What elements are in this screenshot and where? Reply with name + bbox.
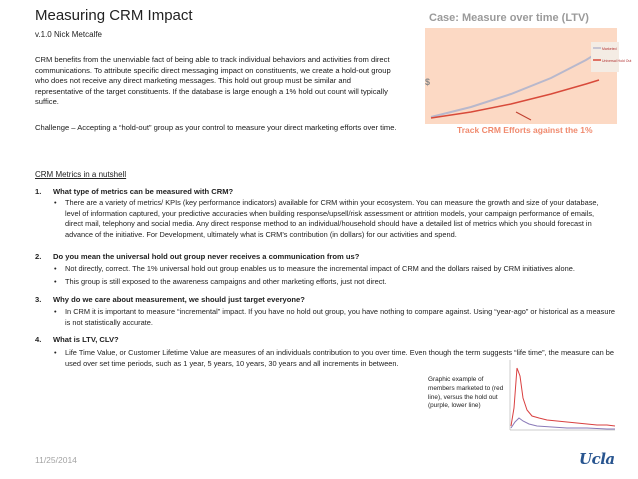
case-chart: [421, 12, 632, 144]
question-4: [35, 335, 119, 344]
answer-2-2: [54, 277, 624, 288]
graphic-note: Graphic example of members marketed to (red line), versus the hold out (purple, lower line): [428, 376, 504, 410]
answer-2-1: [54, 264, 624, 275]
question-1-number: 1.: [35, 187, 42, 196]
question-1: [35, 187, 233, 196]
answer-1-1-text: There are a variety of metrics/ KPIs (key performance indicators) available for CRM within your ecosystem. You can measure the growth and size of your database, level of information captured, your predictive accuracies when building response/upsell/risk assessment or attrition models, your campaign performance of emails, direct mail, telephony and social media. Any direct response method to an individual/household should have a detailed list of metrics which you should forecast in advance of the initiative. For Development, ultimately what is CRM’s contribution (in dollars) for our activities and spend.: [65, 198, 599, 239]
bullet-icon: •: [54, 264, 57, 273]
question-3-number: 3.: [35, 295, 42, 304]
bullet-icon: •: [54, 198, 57, 207]
legend-marketed-label: Marketed: [602, 47, 617, 51]
small-chart-marketed-line: [511, 368, 615, 426]
question-3-text: Why do we care about measurement, we should just target everyone?: [53, 295, 305, 304]
question-2-text: Do you mean the universal hold out group never receives a communication from us?: [53, 252, 360, 261]
question-4-text: What is LTV, CLV?: [53, 335, 119, 344]
bullet-icon: •: [54, 277, 57, 286]
answer-3-1: [54, 307, 619, 328]
version-line: v.1.0 Nick Metcalfe: [35, 30, 102, 39]
question-3: [35, 295, 305, 304]
ucla-logo: Ucla: [579, 450, 615, 468]
question-1-text: What type of metrics can be measured with CRM?: [53, 187, 234, 196]
answer-1-1: [54, 198, 614, 240]
case-chart-title: Case: Measure over time (LTV): [429, 12, 589, 24]
section-heading: CRM Metrics in a nutshell: [35, 170, 127, 179]
answer-2-2-text: This group is still exposed to the awareness campaigns and other marketing efforts, just not direct.: [65, 277, 387, 286]
answer-3-1-text: In CRM it is important to measure “incremental” impact. If you have no hold out group, you have nothing to compare against. Using “year-ago” or historical as a measure is not statistically accurate.: [65, 307, 616, 327]
case-chart-ylabel: $: [425, 77, 431, 87]
bullet-icon: •: [54, 348, 57, 357]
question-2: [35, 252, 359, 261]
footer-date: 11/25/2014: [35, 455, 77, 465]
small-chart-holdout-line: [511, 418, 615, 429]
page-title: Measuring CRM Impact: [35, 7, 193, 24]
ltv-example-chart: [507, 358, 619, 434]
bullet-icon: •: [54, 307, 57, 316]
challenge-paragraph: Challenge – Accepting a “hold-out” group as your control to measure your direct marketing efforts over time.: [35, 123, 397, 132]
answer-2-1-text: Not directly, correct. The 1% universal hold out group enables us to measure the incremental impact of CRM and the dollars raised by CRM initiatives alone.: [65, 264, 575, 273]
question-4-number: 4.: [35, 335, 42, 344]
question-2-number: 2.: [35, 252, 42, 261]
intro-paragraph: CRM benefits from the unenviable fact of being able to track individual behaviors and activities from direct communications. To attribute specific direct messaging impact on constituents, we create a hold-out group who does not receive any direct marketing messages. This hold out group must be similar and representative of the target constituents. If the database is large enough a 1% hold out count will typically suffice.: [35, 55, 391, 107]
legend-holdout-label: Universal Hold Out: [602, 59, 632, 63]
case-chart-background: [425, 28, 617, 124]
answer-4-1-text: Life Time Value, or Customer Lifetime Value are measures of an individuals contribution to you over time. Even though the term suggests “life time”, the measure can be used over set time periods, such as 1 year, 5 years, 10 years, 30 years and all increments in between.: [65, 348, 614, 368]
case-chart-caption: Track CRM Efforts against the 1%: [457, 125, 593, 135]
